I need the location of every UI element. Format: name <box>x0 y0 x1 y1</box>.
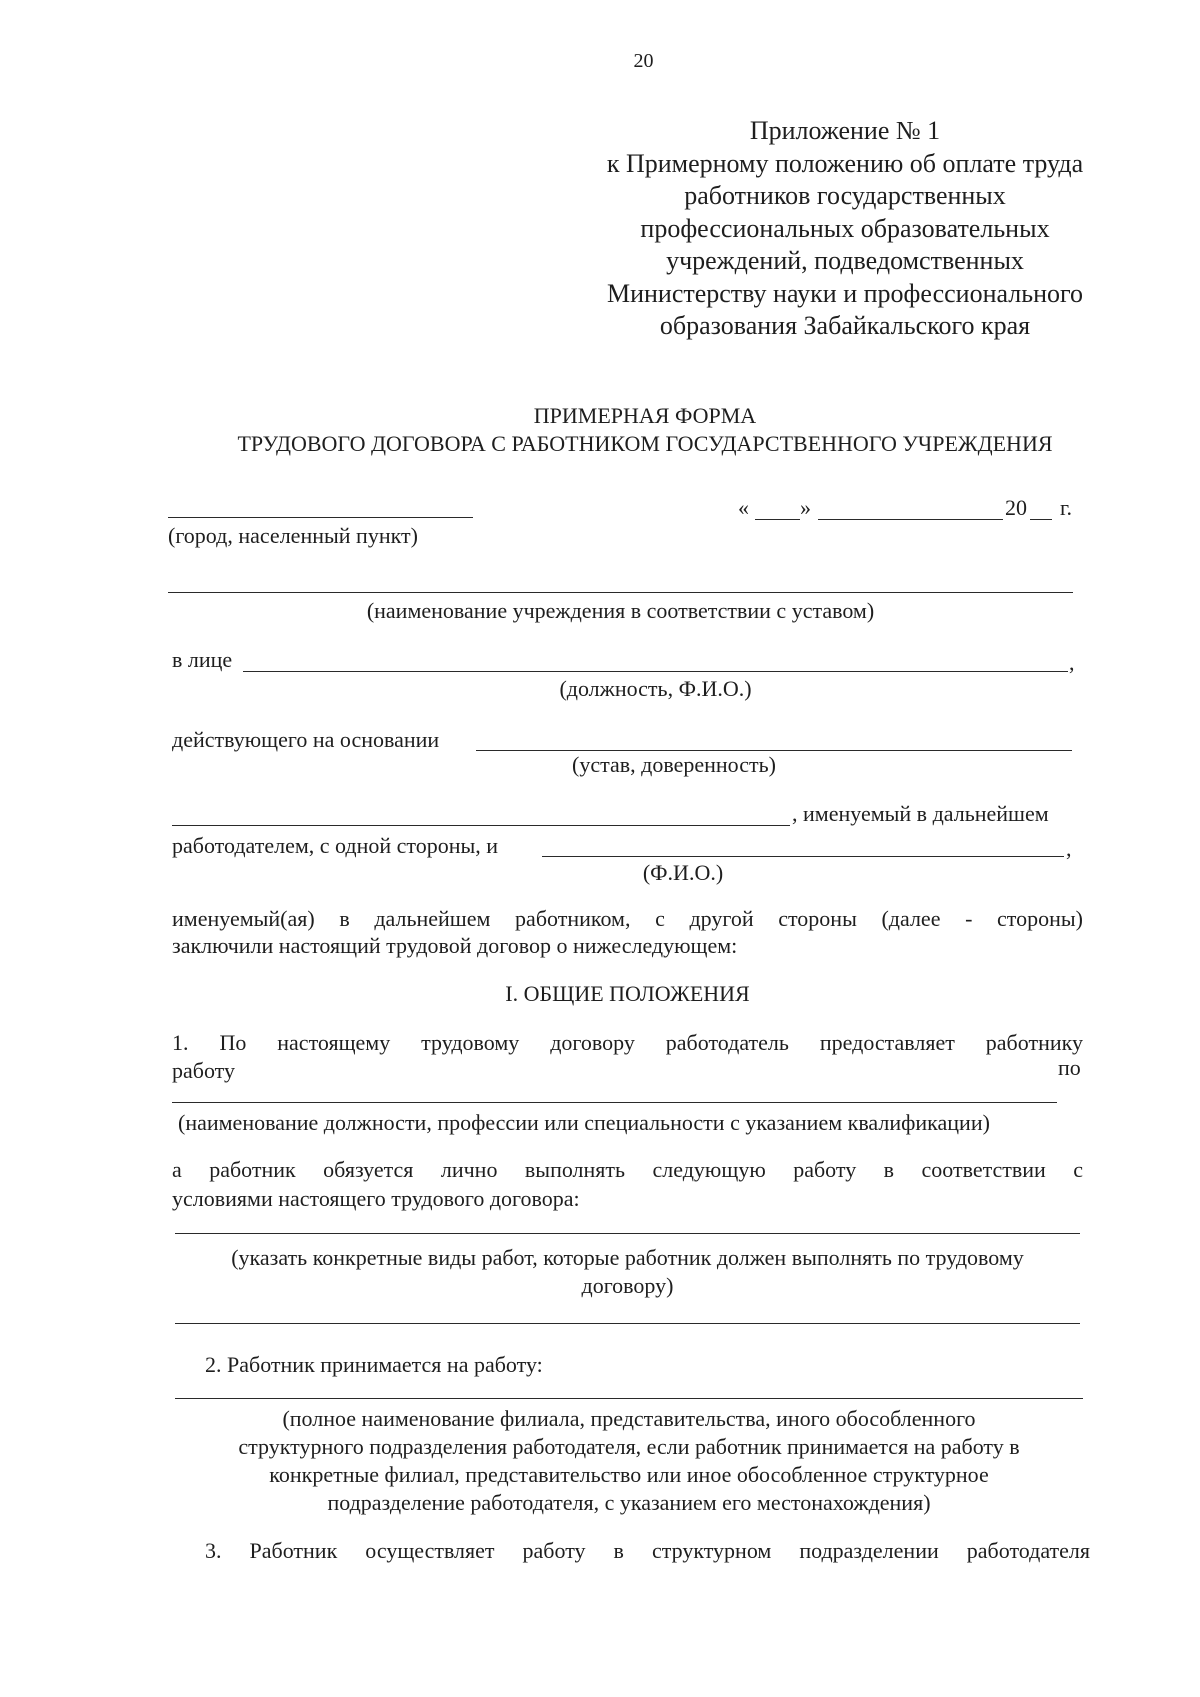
work-types-blank-2[interactable] <box>175 1323 1080 1324</box>
city-caption: (город, населенный пункт) <box>168 523 418 548</box>
in-person-label: в лице <box>172 647 233 672</box>
page-number: 20 <box>633 50 654 72</box>
appendix-line: учреждений, подведомственных <box>666 246 1024 275</box>
named-suffix: , именуемый в дальнейшем <box>792 801 1049 826</box>
parties-paragraph-line2: заключили настоящий трудовой договор о нижеследующем: <box>172 933 738 958</box>
appendix-line: Министерству науки и профессионального <box>606 278 1084 308</box>
clause-1-by-label: по <box>1058 1055 1081 1080</box>
appendix-header <box>580 115 1110 343</box>
appendix-line: Приложение № 1 <box>749 116 941 145</box>
in-person-comma: , <box>1069 650 1075 675</box>
clause-1-work-label: работу <box>172 1058 235 1083</box>
work-caption-line1: (указать конкретные виды работ, которые работник должен выполнять по трудовому <box>231 1245 1024 1270</box>
position-blank[interactable] <box>243 671 1068 672</box>
job-caption: (наименование должности, профессии или специальности с указанием квалификации) <box>178 1110 990 1135</box>
year-blank[interactable] <box>1030 519 1052 520</box>
date-close-quote: » <box>800 495 811 520</box>
parties-paragraph-line1: именуемый(ая) в дальнейшем работником, с другой стороны (далее - стороны) <box>172 906 1083 931</box>
document-title <box>150 402 1140 458</box>
clause-3: 3. Работник осуществляет работу в структурном подразделении работодателя <box>205 1538 1090 1563</box>
job-blank[interactable] <box>172 1102 1057 1103</box>
work-types-blank[interactable] <box>175 1233 1080 1234</box>
year-suffix: г. <box>1060 495 1073 520</box>
position-caption: (должность, Ф.И.О.) <box>559 676 752 701</box>
work-caption-line2: договору) <box>581 1273 674 1298</box>
clause-1-line1: 1. По настоящему трудовому договору работодатель предоставляет работнику <box>172 1030 1083 1055</box>
section-heading: I. ОБЩИЕ ПОЛОЖЕНИЯ <box>505 981 750 1006</box>
day-blank[interactable] <box>755 519 800 520</box>
institution-blank[interactable] <box>168 592 1073 593</box>
branch-caption-line: структурного подразделения работодателя, если работник принимается на работу в <box>238 1434 1020 1459</box>
title-line: ПРИМЕРНАЯ ФОРМА <box>533 403 757 428</box>
clause-2: 2. Работник принимается на работу: <box>205 1352 543 1377</box>
basis-caption: (устав, доверенность) <box>572 752 776 777</box>
employer-name-blank[interactable] <box>172 825 790 826</box>
employer-label: работодателем, с одной стороны, и <box>172 833 499 858</box>
employee-fio-blank[interactable] <box>542 856 1064 857</box>
acting-label: действующего на основании <box>172 727 440 752</box>
appendix-line: работников государственных <box>684 181 1006 210</box>
basis-blank[interactable] <box>476 750 1072 751</box>
branch-caption-line: (полное наименование филиала, представительства, иного обособленного <box>282 1406 976 1431</box>
date-open-quote: « <box>738 495 749 520</box>
title-line: ТРУДОВОГО ДОГОВОРА С РАБОТНИКОМ ГОСУДАРСТВЕННОГО УЧРЕЖДЕНИЯ <box>237 431 1053 456</box>
fio-caption: (Ф.И.О.) <box>642 860 724 885</box>
branch-caption-line: конкретные филиал, представительство или иное обособленное структурное <box>269 1462 989 1487</box>
year-prefix: 20 <box>1005 495 1027 520</box>
month-blank[interactable] <box>818 519 1003 520</box>
branch-caption-line: подразделение работодателя, с указанием его местонахождения) <box>327 1490 931 1515</box>
obligation-line1: а работник обязуется лично выполнять следующую работу в соответствии с <box>172 1157 1083 1182</box>
appendix-line: профессиональных образовательных <box>640 213 1050 243</box>
appendix-line: образования Забайкальского края <box>659 311 1031 340</box>
branch-caption <box>175 1405 1083 1517</box>
city-blank[interactable] <box>168 517 473 518</box>
appendix-line: к Примерному положению об оплате труда <box>606 148 1084 178</box>
institution-caption: (наименование учреждения в соответствии с уставом) <box>366 598 875 623</box>
obligation-line2: условиями настоящего трудового договора: <box>172 1186 580 1211</box>
employer-comma: , <box>1066 836 1072 861</box>
branch-blank[interactable] <box>175 1398 1083 1399</box>
